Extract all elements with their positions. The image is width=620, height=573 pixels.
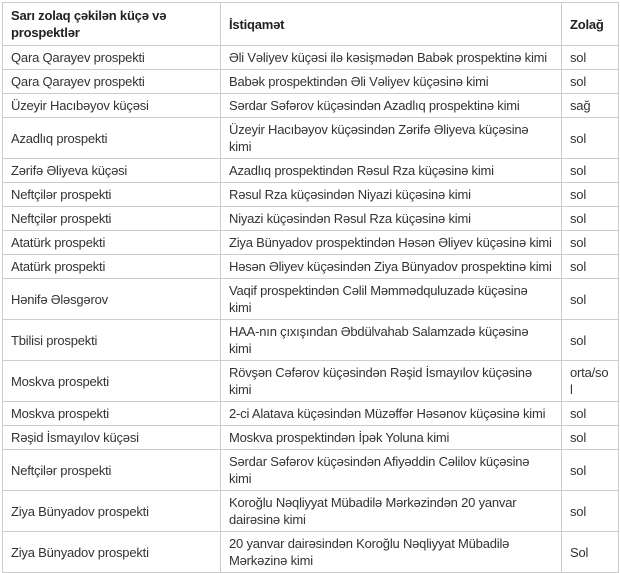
header-street-column: Sarı zolaq çəkilən küçə və prospektlər: [3, 3, 221, 46]
header-lane-column: Zolağ: [562, 3, 619, 46]
header-direction-column: İstiqamət: [221, 3, 562, 46]
direction-cell: Sərdar Səfərov küçəsindən Azadlıq prospektinə kimi: [221, 94, 562, 118]
lane-cell: sol: [562, 491, 619, 532]
direction-cell: Koroğlu Nəqliyyat Mübadilə Mərkəzindən 20 yanvar dairəsinə kimi: [221, 491, 562, 532]
street-cell: Tbilisi prospekti: [3, 320, 221, 361]
table-row: [3, 320, 619, 361]
direction-cell: Sərdar Səfərov küçəsindən Afiyəddin Cəlilov küçəsinə kimi: [221, 450, 562, 491]
table-row: [3, 426, 619, 450]
lane-cell: sol: [562, 426, 619, 450]
direction-cell: Rövşən Cəfərov küçəsindən Rəşid İsmayılov küçəsinə kimi: [221, 361, 562, 402]
street-cell: Üzeyir Hacıbəyov küçəsi: [3, 94, 221, 118]
direction-cell: 2-ci Alatava küçəsindən Müzəffər Həsənov küçəsinə kimi: [221, 402, 562, 426]
lane-cell: sol: [562, 159, 619, 183]
lane-cell: sol: [562, 207, 619, 231]
direction-cell: Niyazi küçəsindən Rəsul Rza küçəsinə kimi: [221, 207, 562, 231]
direction-cell: Moskva prospektindən İpək Yoluna kimi: [221, 426, 562, 450]
street-cell: Atatürk prospekti: [3, 255, 221, 279]
lane-cell: sol: [562, 46, 619, 70]
direction-cell: Vaqif prospektindən Cəlil Məmmədquluzadə küçəsinə kimi: [221, 279, 562, 320]
table-row: [3, 207, 619, 231]
lane-cell: Sol: [562, 532, 619, 573]
street-cell: Azadlıq prospekti: [3, 118, 221, 159]
table-row: [3, 491, 619, 532]
table-row: [3, 94, 619, 118]
table-row: [3, 361, 619, 402]
lane-cell: sol: [562, 183, 619, 207]
table-header: [3, 3, 619, 46]
direction-cell: Rəsul Rza küçəsindən Niyazi küçəsinə kimi: [221, 183, 562, 207]
yellow-lane-streets-table: [2, 2, 619, 573]
street-cell: Qara Qarayev prospekti: [3, 46, 221, 70]
lane-cell: sağ: [562, 94, 619, 118]
table-row: [3, 532, 619, 573]
lane-cell: sol: [562, 402, 619, 426]
lane-cell: sol: [562, 118, 619, 159]
street-cell: Atatürk prospekti: [3, 231, 221, 255]
street-cell: Hənifə Ələsgərov: [3, 279, 221, 320]
header-row: [3, 3, 619, 46]
direction-cell: Əli Vəliyev küçəsi ilə kəsişmədən Babək prospektinə kimi: [221, 46, 562, 70]
table-row: [3, 450, 619, 491]
direction-cell: Üzeyir Hacıbəyov küçəsindən Zərifə Əliyeva küçəsinə kimi: [221, 118, 562, 159]
lane-cell: sol: [562, 279, 619, 320]
street-cell: Ziya Bünyadov prospekti: [3, 532, 221, 573]
direction-cell: Azadlıq prospektindən Rəsul Rza küçəsinə kimi: [221, 159, 562, 183]
street-cell: Zərifə Əliyeva küçəsi: [3, 159, 221, 183]
direction-cell: Babək prospektindən Əli Vəliyev küçəsinə kimi: [221, 70, 562, 94]
street-cell: Moskva prospekti: [3, 402, 221, 426]
lane-cell: orta/sol: [562, 361, 619, 402]
street-cell: Neftçilər prospekti: [3, 183, 221, 207]
table-body: [3, 46, 619, 573]
lane-cell: sol: [562, 320, 619, 361]
table-row: [3, 279, 619, 320]
table-row: [3, 231, 619, 255]
table-row: [3, 118, 619, 159]
lane-cell: sol: [562, 70, 619, 94]
street-cell: Neftçilər prospekti: [3, 207, 221, 231]
table-row: [3, 46, 619, 70]
lane-cell: sol: [562, 231, 619, 255]
lane-cell: sol: [562, 255, 619, 279]
street-cell: Rəşid İsmayılov küçəsi: [3, 426, 221, 450]
table-row: [3, 255, 619, 279]
direction-cell: Ziya Bünyadov prospektindən Həsən Əliyev küçəsinə kimi: [221, 231, 562, 255]
direction-cell: 20 yanvar dairəsindən Koroğlu Nəqliyyat Mübadilə Mərkəzinə kimi: [221, 532, 562, 573]
street-cell: Neftçilər prospekti: [3, 450, 221, 491]
direction-cell: HAA-nın çıxışından Əbdülvahab Salamzadə küçəsinə kimi: [221, 320, 562, 361]
table-row: [3, 70, 619, 94]
table-row: [3, 159, 619, 183]
street-cell: Qara Qarayev prospekti: [3, 70, 221, 94]
street-cell: Ziya Bünyadov prospekti: [3, 491, 221, 532]
lane-cell: sol: [562, 450, 619, 491]
table-row: [3, 402, 619, 426]
table-row: [3, 183, 619, 207]
direction-cell: Həsən Əliyev küçəsindən Ziya Bünyadov prospektinə kimi: [221, 255, 562, 279]
street-cell: Moskva prospekti: [3, 361, 221, 402]
